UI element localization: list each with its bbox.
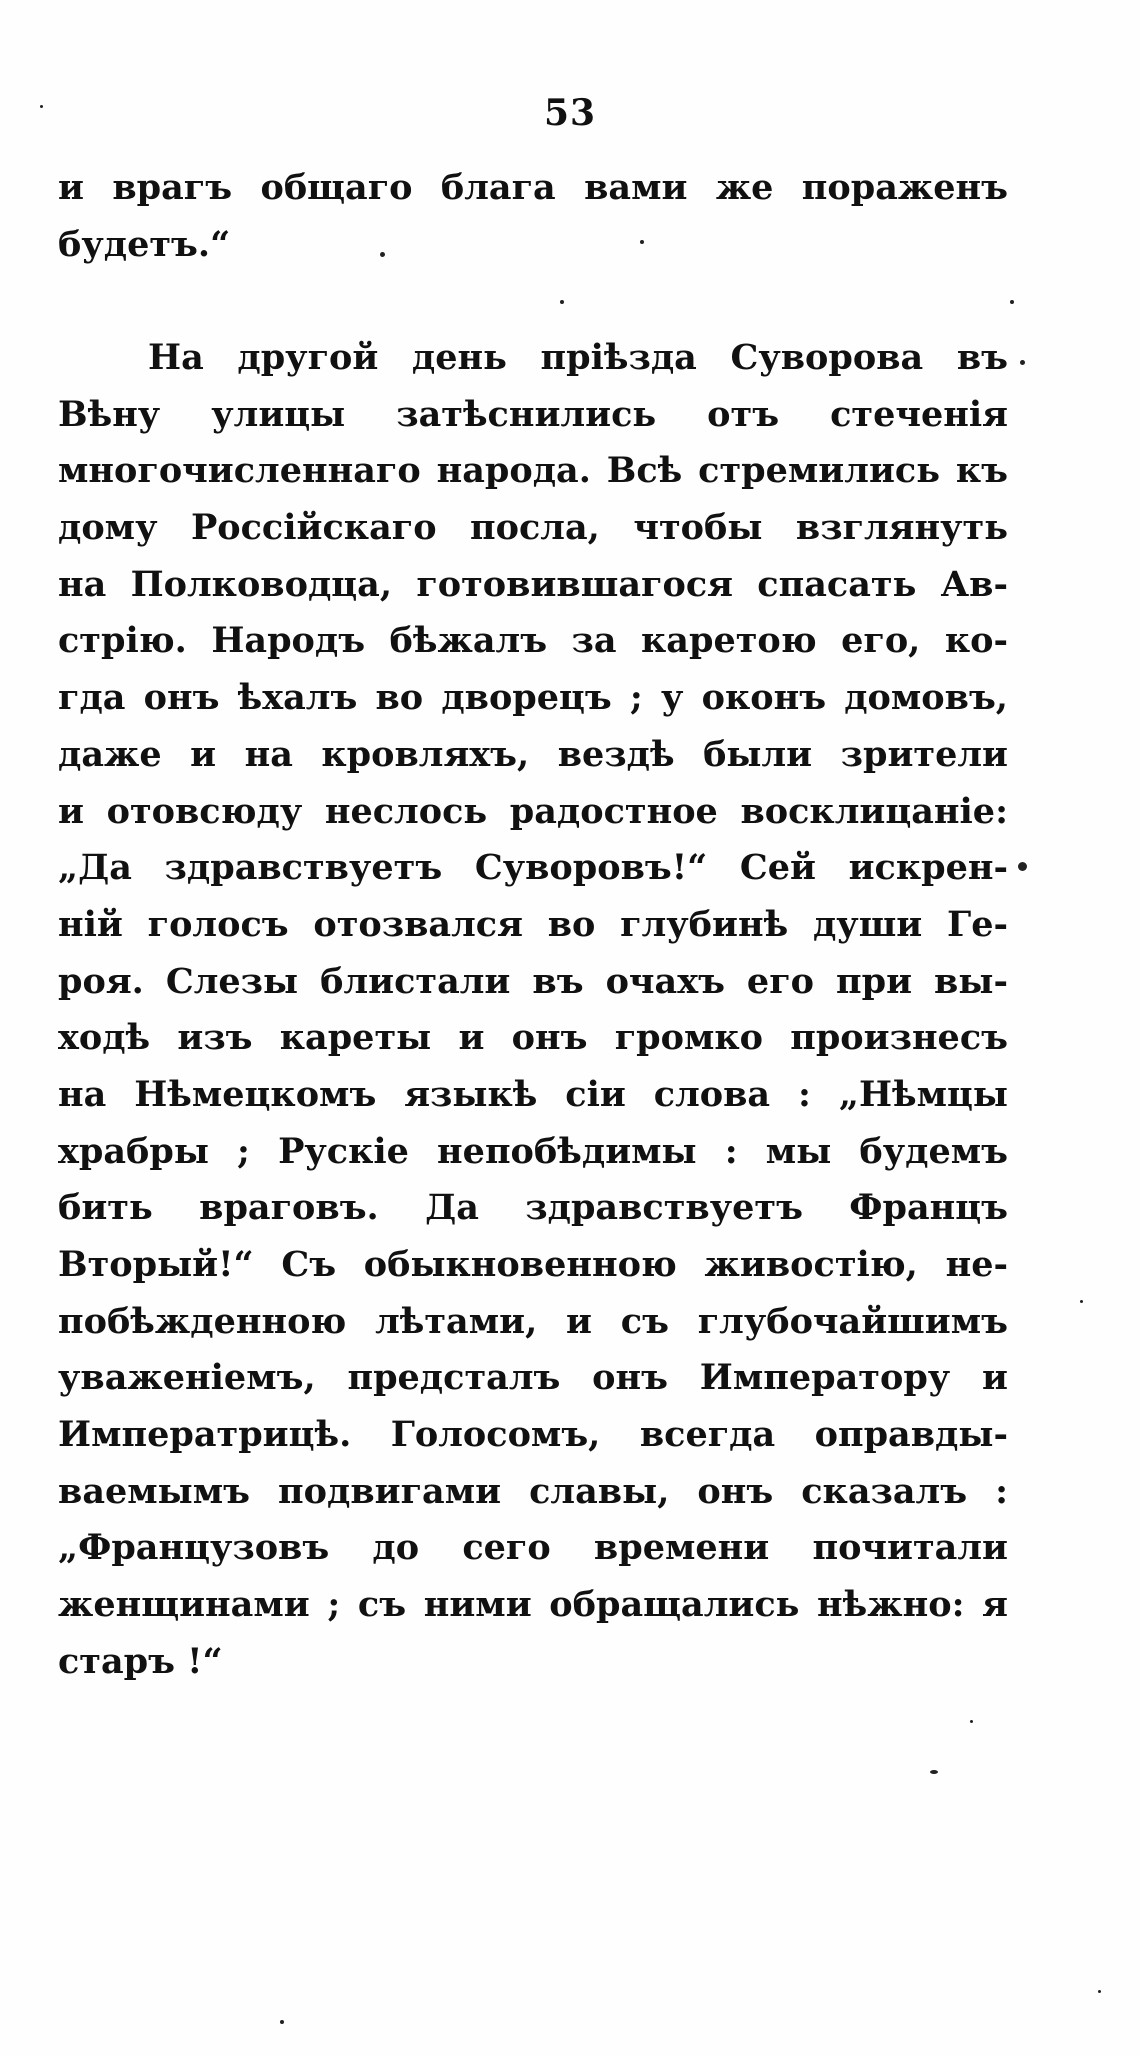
text-line: будетъ.“ bbox=[58, 223, 231, 265]
text-line: На другой день прiѣзда Суворова въ bbox=[148, 337, 1008, 378]
text-line: „Французовъ до сего времени почитали bbox=[58, 1527, 1008, 1569]
text-line: старъ !“ bbox=[58, 1640, 223, 1682]
text-line: на Полководца, готовившагося спасать Ав- bbox=[58, 563, 1008, 605]
text-line: многочисленнаго народа. Всѣ стремились къ bbox=[58, 450, 1008, 492]
scan-speck bbox=[560, 300, 564, 304]
scan-speck bbox=[930, 1770, 938, 1774]
scan-speck bbox=[1010, 300, 1014, 304]
text-line: Вѣну улицы затѣснились отъ стеченiя bbox=[58, 393, 1008, 435]
text-line: и врагъ общаго блага вами же пораженъ bbox=[58, 167, 1008, 208]
paragraph bbox=[58, 330, 1008, 1691]
scan-speck bbox=[40, 105, 43, 108]
text-line: на Нѣмецкомъ языкѣ сiи слова : „Нѣмцы bbox=[58, 1073, 1008, 1115]
text-line: гда онъ ѣхалъ во дворецъ ; у оконъ домовъ, bbox=[58, 677, 1008, 719]
text-line: и отовсюду неслось радостное восклицанiе: bbox=[58, 790, 1008, 832]
text-line: роя. Слезы блистали въ очахъ его при вы- bbox=[58, 960, 1008, 1002]
text-line: ходѣ изъ кареты и онъ громко произнесъ bbox=[58, 1017, 1008, 1059]
text-line: Вторый!“ Съ обыкновенною живостiю, не- bbox=[58, 1244, 1008, 1285]
continuation-text bbox=[58, 160, 1008, 273]
scan-speck bbox=[970, 1720, 973, 1723]
scan-speck bbox=[1018, 862, 1027, 871]
scan-speck bbox=[1098, 1990, 1101, 1993]
text-line: „Да здравствуетъ Суворовъ!“ Сей искрен- bbox=[58, 847, 1008, 889]
text-line: ваемымъ подвигами славы, онъ сказалъ : bbox=[58, 1470, 1008, 1512]
text-line: храбры ; Рускiе непобѣдимы : мы будемъ bbox=[58, 1130, 1008, 1172]
text-line: Императрицѣ. Голосомъ, всегда оправды- bbox=[58, 1414, 1008, 1456]
page-number: 53 bbox=[543, 92, 597, 134]
text-line: бить враговъ. Да здравствуетъ Францъ bbox=[58, 1187, 1008, 1229]
scan-speck bbox=[1020, 360, 1025, 365]
text-line: женщинами ; съ ними обращались нѣжно: я bbox=[58, 1584, 1008, 1626]
scan-speck bbox=[280, 2020, 284, 2024]
text-line: дому Россiйскаго посла, чтобы взглянуть bbox=[58, 507, 1008, 549]
scan-speck bbox=[1080, 1300, 1083, 1303]
text-line: побѣжденною лѣтами, и съ глубочайшимъ bbox=[58, 1300, 1008, 1342]
scan-speck bbox=[380, 252, 385, 257]
text-line: нiй голосъ отозвался во глубинѣ души Ге- bbox=[58, 903, 1008, 945]
text-line: даже и на кровляхъ, вездѣ были зрители bbox=[58, 733, 1008, 775]
text-line: уваженiемъ, предсталъ онъ Императору и bbox=[58, 1357, 1008, 1399]
text-line: стрiю. Народъ бѣжалъ за каретою его, ко- bbox=[58, 620, 1008, 662]
scan-speck bbox=[640, 240, 644, 244]
